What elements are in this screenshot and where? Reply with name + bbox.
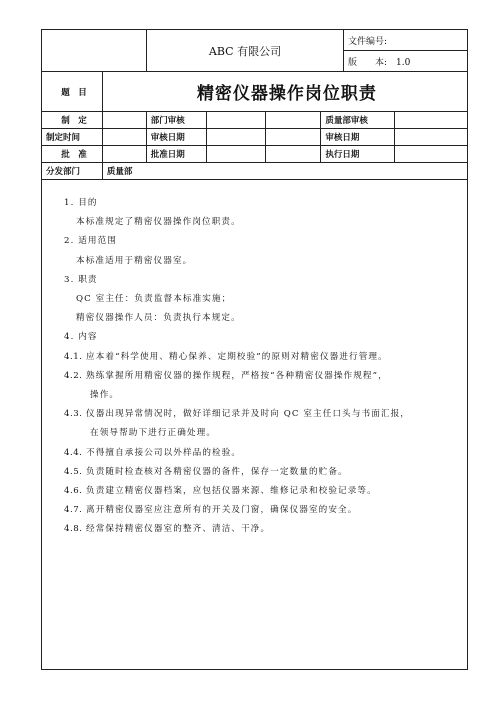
list-item: 4.5. 负责随时检查核对各精密仪器的备件，保存一定数量的贮备。 xyxy=(64,466,348,477)
list-item: 4.6. 负责建立精密仪器档案，应包括仪器来源、维修记录和校验记录等。 xyxy=(64,486,377,497)
section-heading: 1. 目的 xyxy=(64,198,98,208)
company-name: ABC 有限公司 xyxy=(147,30,344,72)
list-item: 4.4. 不得擅自承接公司以外样品的检验。 xyxy=(64,447,242,458)
qa-review-label: 质量部审核 xyxy=(321,112,395,129)
blank-cell xyxy=(266,146,321,163)
approve-date-value xyxy=(206,146,266,163)
blank-cell xyxy=(266,112,321,129)
document-header xyxy=(41,29,468,72)
section-text: 本标准适用于精密仪器室。 xyxy=(76,255,193,266)
section-heading: 4. 内容 xyxy=(64,332,98,343)
qa-review-date-value xyxy=(395,129,468,146)
section-heading: 3. 职责 xyxy=(64,274,98,285)
version-label: 版 本: xyxy=(348,57,388,68)
section-heading: 2. 适用范围 xyxy=(64,236,118,247)
list-item: 4.1. 应本着“科学使用、精心保养、定期校验”的原则对精密仪器进行管理。 xyxy=(64,351,388,362)
qa-review-date-label: 审核日期 xyxy=(321,129,395,146)
review-date-label: 审核日期 xyxy=(146,129,206,146)
qa-review-value xyxy=(395,112,468,129)
approve-date-label: 批准日期 xyxy=(146,146,206,163)
distribution-value: 质量部 xyxy=(102,163,467,180)
approve-value xyxy=(102,146,146,163)
made-by-label: 制 定 xyxy=(42,112,103,129)
list-item: 4.2. 熟练掌握所用精密仪器的操作规程，严格按“各种精密仪器操作规程”， xyxy=(64,370,388,381)
document-body xyxy=(64,194,464,540)
made-time-value xyxy=(102,129,146,146)
dept-review-value xyxy=(206,112,266,129)
section-text: QC 室主任：负责监督本标准实施； xyxy=(76,294,232,305)
list-item-continued: 操作。 xyxy=(90,390,120,401)
list-item: 4.8. 经常保持精密仪器室的整齐、清洁、干净。 xyxy=(64,524,271,535)
version-value: 1.0 xyxy=(396,57,411,68)
distribution-label: 分发部门 xyxy=(42,163,103,180)
approve-label: 批 准 xyxy=(42,146,103,163)
logo-cell xyxy=(42,30,147,72)
section-text: 本标准规定了精密仪器操作岗位职责。 xyxy=(76,217,241,228)
dept-review-label: 部门审核 xyxy=(146,112,206,129)
title-label: 题 目 xyxy=(42,72,103,112)
blank-cell xyxy=(266,129,321,146)
version-cell xyxy=(344,51,468,72)
effective-date-value xyxy=(395,146,468,163)
doc-number-cell xyxy=(344,30,468,51)
document-info-table xyxy=(41,71,468,180)
doc-number-label: 文件编号: xyxy=(348,36,388,47)
list-item: 4.7. 离开精密仪器室应注意所有的开关及门窗，确保仪器室的安全。 xyxy=(64,505,358,516)
made-by-value xyxy=(102,112,146,129)
made-time-label: 制定时间 xyxy=(42,129,103,146)
document-title: 精密仪器操作岗位职责 xyxy=(102,72,467,112)
list-item: 4.3. 仪器出现异常情况时，做好详细记录并及时向 QC 室主任口头与书面汇报， xyxy=(64,409,410,420)
section-text: 精密仪器操作人员：负责执行本规定。 xyxy=(76,313,241,324)
review-date-value xyxy=(206,129,266,146)
list-item-continued: 在领导帮助下进行正确处理。 xyxy=(90,428,217,439)
effective-date-label: 执行日期 xyxy=(321,146,395,163)
